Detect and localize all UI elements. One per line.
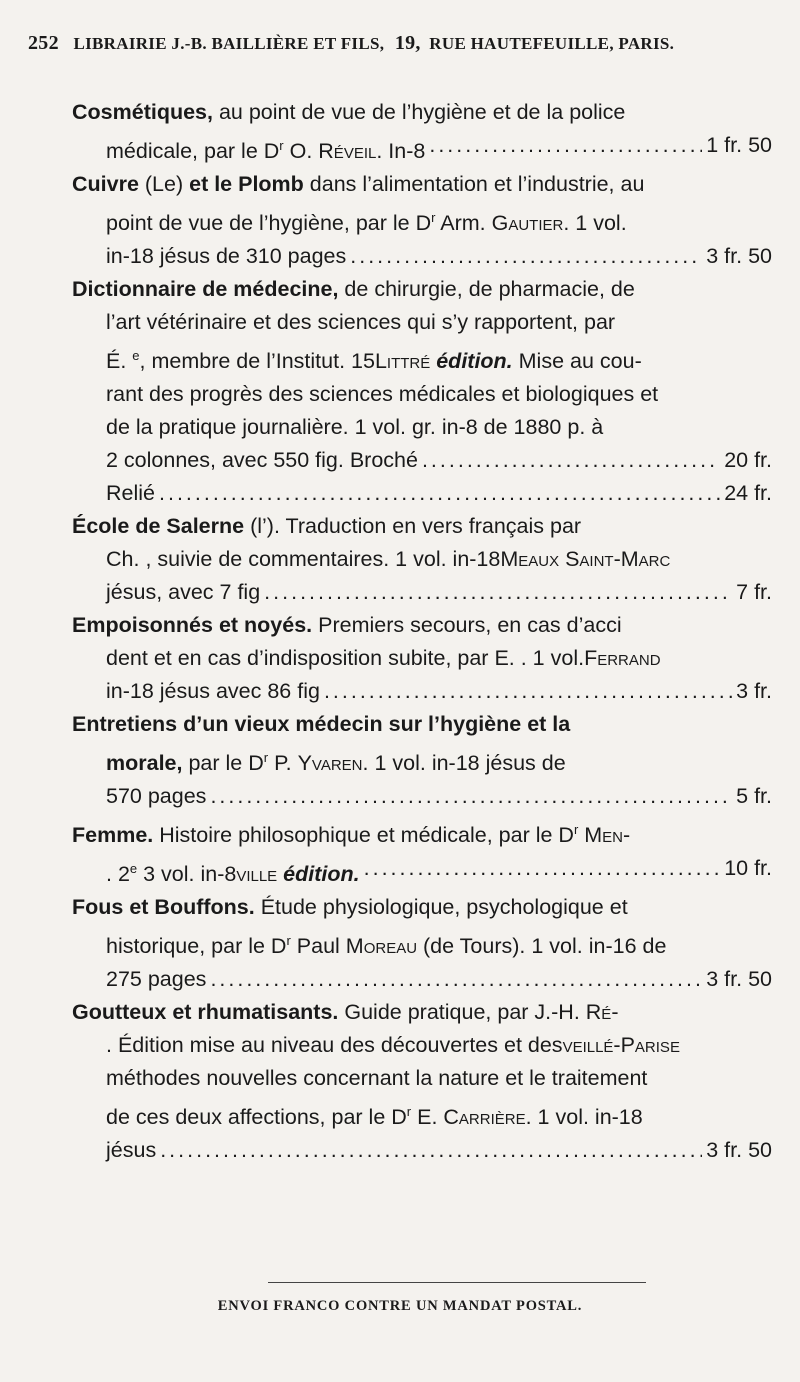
entry-line — [72, 411, 772, 444]
price: 3 fr. 50 — [706, 244, 772, 268]
entry-text: édition. — [277, 862, 360, 886]
entry-text: historique, par le D — [106, 934, 287, 958]
entry-text: de la pratique journalière. 1 vol. gr. in-8 de 1880 p. à — [106, 415, 604, 439]
author-name: Réveil — [318, 139, 377, 163]
entry-line — [72, 996, 772, 1029]
entry-line-text — [106, 963, 206, 996]
entry-text: Mise au cou- — [512, 349, 642, 373]
entry-text: (l’). Traduction en vers français par — [244, 514, 582, 538]
author-name: Men- — [578, 823, 631, 847]
entry-line-text — [106, 477, 155, 510]
entry-title: Fous et Bouffons. — [72, 895, 255, 919]
entry-text: l’art vétérinaire et des sciences qui s’y rapportent, par — [106, 310, 616, 334]
entry-line — [72, 963, 772, 996]
entry-text: Premiers secours, en cas d’acci — [312, 613, 622, 637]
entry-line — [72, 201, 772, 240]
dot-leader — [350, 240, 702, 273]
entry-text: r — [279, 138, 284, 153]
entry-text: 570 pages — [106, 784, 207, 808]
entry-text: r — [573, 822, 579, 837]
author-name: Carrière — [443, 1105, 526, 1129]
catalog-entry — [72, 273, 772, 510]
dot-leader — [422, 444, 720, 477]
catalog-entry — [72, 891, 772, 996]
entry-line-text — [72, 273, 635, 306]
price: 3 fr. 50 — [706, 967, 772, 991]
entry-line-text — [106, 1095, 643, 1134]
entry-text: Relié — [106, 481, 155, 505]
entry-line — [72, 543, 772, 576]
catalog-entry — [72, 168, 772, 273]
price: 20 fr. — [724, 448, 772, 472]
entry-line-text — [106, 576, 260, 609]
catalog-entry — [72, 708, 772, 813]
entry-line-text — [106, 339, 642, 378]
entry-line — [72, 1029, 772, 1062]
entry-line-text — [72, 813, 630, 852]
entry-text: (de Tours). 1 vol. in-16 de — [417, 934, 667, 958]
entry-line — [72, 510, 772, 543]
price: 7 fr. — [736, 580, 772, 604]
author-name: Ferrand — [584, 646, 661, 670]
catalog-entries — [72, 96, 772, 1167]
entry-line-text — [106, 240, 346, 273]
entry-line — [72, 576, 772, 609]
entry-line-text — [106, 741, 566, 780]
entry-line-text — [72, 510, 581, 543]
entry-text: jésus, avec 7 fig — [106, 580, 261, 604]
entry-title: École de Salerne — [72, 514, 245, 538]
entry-line-text — [106, 924, 666, 963]
entry-text: dans l’alimentation et l’industrie, au — [303, 172, 645, 196]
entry-text: e — [132, 348, 140, 363]
publisher-address: RUE HAUTEFEUILLE, PARIS. — [429, 34, 675, 53]
entry-line-text — [72, 96, 625, 129]
entry-title: Femme. — [72, 823, 154, 847]
entry-title: Goutteux et rhumatisants. — [72, 1000, 339, 1024]
entry-line-text — [106, 852, 360, 891]
entry-line-text — [106, 411, 603, 444]
entry-text: e — [129, 861, 138, 876]
price: 3 fr. — [736, 679, 772, 703]
entry-text: r — [263, 750, 269, 765]
entry-line — [72, 891, 772, 924]
entry-title: morale, — [106, 751, 183, 775]
author-name: ville — [236, 862, 278, 886]
entry-text: Histoire philosophique et médicale, par le D — [153, 823, 574, 847]
entry-line — [72, 642, 772, 675]
entry-line — [72, 675, 772, 708]
entry-text: (Le) — [138, 172, 190, 196]
entry-text: au point de vue de l’hygiène et de la police — [212, 100, 626, 124]
author-name: Littré — [374, 349, 431, 373]
entry-text: Paul — [290, 934, 346, 958]
entry-line-text — [106, 543, 670, 576]
entry-text: Étude physiologique, psychologique et — [254, 895, 628, 919]
entry-line-text — [106, 675, 320, 708]
entry-line — [72, 708, 772, 741]
entry-text: . 1 vol. — [520, 646, 585, 670]
entry-text: jésus — [106, 1138, 157, 1162]
entry-line — [72, 741, 772, 780]
entry-line — [72, 924, 772, 963]
entry-line-text — [72, 708, 570, 741]
dot-leader — [159, 477, 720, 510]
footer-note: ENVOI FRANCO CONTRE UN MANDAT POSTAL. — [217, 1298, 583, 1314]
entry-line-text — [106, 378, 658, 411]
entry-text: . In-8 — [376, 139, 426, 163]
entry-line — [72, 129, 772, 168]
footer-rule — [268, 1282, 646, 1283]
entry-text: Arm. — [435, 211, 492, 235]
dot-leader — [429, 129, 702, 168]
entry-text: O. — [283, 139, 319, 163]
entry-text: . 1 vol. — [563, 211, 627, 235]
entry-line — [72, 444, 772, 477]
entry-text: 2 colonnes, avec 550 fig. Broché — [106, 448, 418, 472]
entry-text: 275 pages — [106, 967, 207, 991]
entry-text: r — [431, 210, 436, 225]
author-name: Yvaren — [297, 751, 363, 775]
entry-line-text — [72, 996, 618, 1029]
catalog-entry — [72, 609, 772, 708]
dot-leader — [364, 852, 721, 891]
price: 3 fr. 50 — [706, 1138, 772, 1162]
entry-line — [72, 813, 772, 852]
entry-text: , membre de l’Institut. 15 — [139, 349, 375, 373]
entry-text: É. — [106, 349, 133, 373]
dot-leader — [160, 1134, 702, 1167]
entry-text: Guide pratique, par J.-H. — [338, 1000, 586, 1024]
price: 10 fr. — [724, 856, 772, 880]
entry-line-text — [106, 1134, 156, 1167]
entry-text: rant des progrès des sciences médicales et biologiques et — [106, 382, 659, 406]
entry-title: Empoisonnés et noyés. — [72, 613, 313, 637]
entry-text: édition. — [430, 349, 513, 373]
entry-text: médicale, par le D — [106, 139, 280, 163]
price: 5 fr. — [736, 784, 772, 808]
entry-line-text — [106, 444, 418, 477]
entry-text: dent et en cas d’indisposition subite, par E. — [106, 646, 521, 670]
entry-line-text — [106, 201, 627, 240]
entry-line-text — [106, 306, 615, 339]
entry-line — [72, 852, 772, 891]
price: 24 fr. — [724, 481, 772, 505]
entry-line — [72, 273, 772, 306]
entry-text: . Édition mise au niveau des découvertes et des — [106, 1033, 563, 1057]
author-name: Moreau — [345, 934, 418, 958]
entry-text: , suivie de commentaires. 1 vol. in-18 — [145, 547, 501, 571]
entry-text: . 1 vol. in-18 jésus de — [362, 751, 566, 775]
entry-line — [72, 168, 772, 201]
entry-line — [72, 378, 772, 411]
entry-line — [72, 306, 772, 339]
entry-line — [72, 780, 772, 813]
dot-leader — [264, 576, 732, 609]
entry-title: Entretiens d’un vieux médecin sur l’hygiène et la — [72, 712, 571, 736]
entry-line-text — [106, 780, 206, 813]
author-name: Ré- — [585, 1000, 619, 1024]
entry-line-text — [72, 609, 622, 642]
entry-text: P. — [268, 751, 298, 775]
entry-line — [72, 339, 772, 378]
entry-line — [72, 1095, 772, 1134]
entry-text: . 1 vol. in-18 — [525, 1105, 643, 1129]
entry-text: de ces deux affections, par le D — [106, 1105, 407, 1129]
entry-title: Cosmétiques, — [72, 100, 213, 124]
dot-leader — [210, 963, 702, 996]
author-name: veillé-Parise — [562, 1033, 680, 1057]
page-number: 252 — [28, 32, 59, 54]
price: 1 fr. 50 — [706, 133, 772, 157]
entry-text: r — [406, 1104, 412, 1119]
dot-leader — [324, 675, 732, 708]
entry-line — [72, 96, 772, 129]
running-head — [28, 32, 770, 55]
address-number: 19, — [394, 32, 421, 54]
entry-text: de chirurgie, de pharmacie, de — [338, 277, 635, 301]
entry-text: méthodes nouvelles concernant la nature et le traitement — [106, 1066, 648, 1090]
entry-line — [72, 1134, 772, 1167]
dot-leader — [210, 780, 732, 813]
entry-line — [72, 1062, 772, 1095]
entry-text: point de vue de l’hygiène, par le D — [106, 211, 432, 235]
catalog-entry — [72, 996, 772, 1167]
entry-line-text — [106, 129, 425, 168]
author-name: Gautier — [491, 211, 564, 235]
entry-line-text — [106, 1062, 647, 1095]
entry-line-text — [106, 642, 661, 675]
catalog-entry — [72, 813, 772, 891]
entry-text: par le D — [182, 751, 264, 775]
entry-text: Ch. — [106, 547, 146, 571]
entry-line — [72, 477, 772, 510]
author-name: Meaux Saint-Marc — [500, 547, 671, 571]
entry-title: Cuivre — [72, 172, 139, 196]
entry-text: 3 vol. in-8 — [137, 862, 237, 886]
catalog-entry — [72, 510, 772, 609]
entry-text: in-18 jésus avec 86 fig — [106, 679, 320, 703]
entry-line-text — [72, 891, 628, 924]
entry-line-text — [106, 1029, 680, 1062]
entry-title: et le Plomb — [189, 172, 304, 196]
catalog-entry — [72, 96, 772, 168]
publisher-name: LIBRAIRIE J.-B. BAILLIÈRE ET FILS, — [73, 34, 385, 53]
entry-line — [72, 240, 772, 273]
entry-text: r — [286, 933, 291, 948]
entry-line-text — [72, 168, 644, 201]
entry-line — [72, 609, 772, 642]
entry-text: in-18 jésus de 310 pages — [106, 244, 347, 268]
entry-text: E. — [411, 1105, 444, 1129]
entry-text: . 2 — [106, 862, 130, 886]
entry-title: Dictionnaire de médecine, — [72, 277, 339, 301]
